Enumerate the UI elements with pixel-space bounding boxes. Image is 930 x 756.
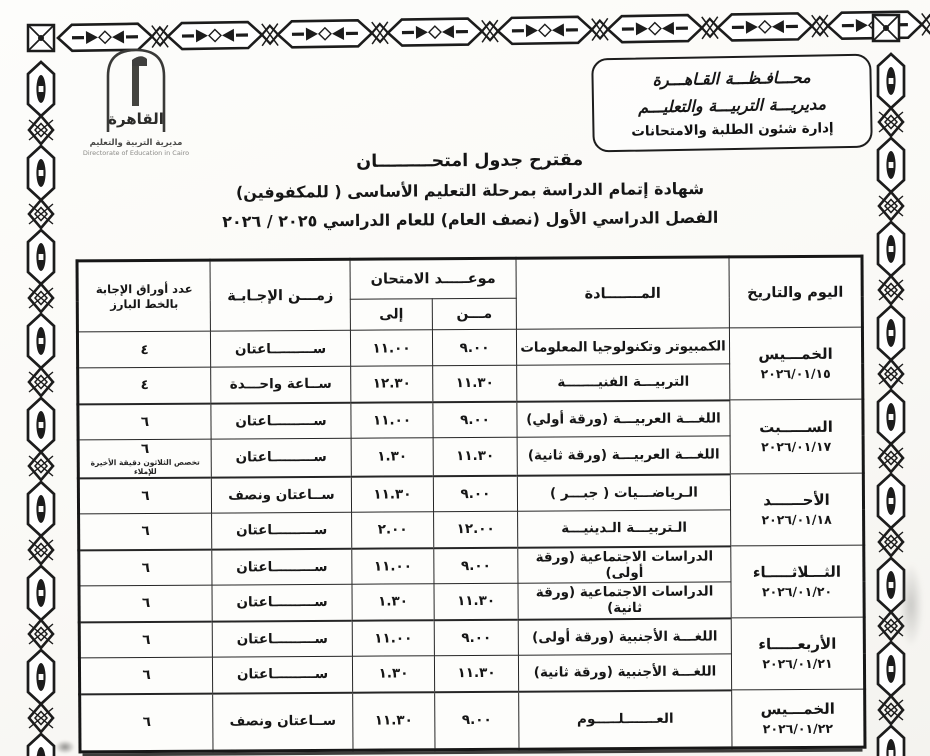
duration-cell: ســـــــــاعتان [212, 512, 352, 549]
letterhead-directorate: مديريـــة التربيـــة والتعليـــم [637, 94, 827, 117]
time-to-cell: ١١.٠٠ [350, 330, 432, 367]
day-name: الأحــــــد [763, 490, 830, 510]
col-header-from: مـــن [432, 298, 516, 330]
scan-smudge [894, 545, 928, 665]
document-title [160, 143, 781, 236]
logo-city-label: القاهرة [108, 110, 164, 128]
duration-cell: ســـــــــاعتان [212, 656, 352, 693]
subject-cell: الدراسات الاجتماعية (ورقة أولى) [518, 546, 731, 583]
time-from-cell: ٩.٠٠ [435, 691, 519, 750]
day-date: ٢٠٢٦/٠١/٢٠ [761, 583, 833, 600]
time-from-cell: ٩.٠٠ [432, 329, 516, 366]
day-date: ٢٠٢٦/٠١/١٧ [761, 438, 832, 455]
time-to-cell: ١.٣٠ [352, 656, 434, 693]
subject-cell: الـتربيـــة الـدينيـــة [518, 510, 731, 547]
letterhead-box [591, 54, 873, 153]
time-from-cell: ٩.٠٠ [434, 547, 518, 584]
day-date: ٢٠٢٦/٠١/١٨ [761, 511, 832, 528]
duration-cell: ســـــــــاعتان [212, 548, 352, 585]
col-header-subject: المـــــــادة [516, 257, 729, 329]
scan-smudge [52, 738, 78, 756]
day-name: الخمـــيس [758, 344, 833, 364]
subject-cell: الكمبيوتر وتكنولوجيا المعلومات [516, 328, 729, 365]
title-line-3: الفصل الدراسي الأول (نصف العام) للعام الدراسي ٢٠٢٥ / ٢٠٢٦ [222, 207, 719, 232]
table-row [78, 473, 863, 514]
col-header-sheets-line2: بالخط البارز [110, 296, 179, 311]
logo-arch-icon [86, 40, 186, 138]
duration-cell: ســـــــــاعتان [212, 584, 352, 621]
col-header-to: إلى [350, 299, 432, 331]
time-to-cell: ١٢.٣٠ [351, 366, 433, 403]
subject-cell: اللغـــة الأجنبية (ورقة ثانية) [518, 654, 731, 691]
logo-caption-english: Directorate of Education in Cairo [82, 149, 190, 157]
day-date: ٢٠٢٦/٠١/١٥ [760, 365, 831, 382]
time-to-cell: ١١.٣٠ [351, 476, 433, 513]
duration-cell: ســـــــــاعتان [211, 402, 351, 439]
sheets-cell: ٦ [79, 549, 212, 586]
table-row [78, 399, 863, 440]
day-name: الأربعـــــاء [758, 634, 837, 654]
day-cell [730, 473, 863, 546]
col-header-duration: زمـــن الإجـابـة [210, 259, 350, 331]
duration-cell: ســـــــــاعتان [212, 620, 352, 657]
col-header-exam-time: موعـــــد الامتحان [350, 258, 516, 299]
sheets-cell [78, 439, 211, 478]
sheets-cell: ٦ [79, 513, 212, 550]
time-to-cell: ١١.٣٠ [353, 692, 435, 750]
sheets-cell: ٦ [78, 403, 211, 440]
time-from-cell: ٩.٠٠ [433, 401, 517, 438]
time-from-cell: ١١.٣٠ [433, 365, 517, 402]
sheets-cell: ٤ [78, 367, 211, 404]
time-from-cell: ١١.٣٠ [434, 655, 518, 692]
day-name: الثـــلاثـــــاء [752, 562, 842, 582]
subject-cell: اللغـــة العربيـــة (ورقة ثانية) [517, 436, 730, 475]
sheets-cell: ٤ [77, 331, 210, 368]
sheets-note: تخصص الثلاثون دقيقة الأخيرة للإملاء [90, 457, 200, 476]
table-row [79, 545, 864, 586]
letterhead-governorate: محـــافـظـــة القـاهـــرة [652, 67, 811, 90]
table-row [80, 689, 865, 752]
sheets-cell: ٦ [79, 585, 212, 622]
duration-cell: ســـــــــاعتان [210, 330, 350, 367]
duration-cell: ســاعة واحـــدة [211, 366, 351, 403]
col-header-sheets-line1: عدد أوراق الإجابة [95, 281, 193, 296]
time-to-cell: ١١.٠٠ [352, 548, 434, 585]
exam-table-container [75, 255, 866, 754]
exam-schedule-table [75, 255, 866, 754]
time-from-cell: ٩.٠٠ [433, 475, 517, 512]
subject-cell: اللغـــة الأجنبية (ورقة أولى) [518, 618, 731, 655]
table-row [79, 617, 864, 658]
time-to-cell: ٢.٠٠ [352, 512, 434, 549]
letterhead-department: إدارة شئون الطلبة والامتحانات [631, 120, 834, 140]
subject-cell: اللغـــة العربيـــة (ورقة أولي) [517, 400, 730, 437]
col-header-day-date: اليوم والتاريخ [729, 256, 862, 328]
subject-cell: العـــــــلـــــوم [519, 690, 732, 749]
time-to-cell: ١١.٠٠ [352, 620, 434, 657]
time-to-cell: ١.٣٠ [351, 438, 433, 477]
day-name: الخمـــيس [760, 699, 835, 718]
day-cell [730, 399, 863, 474]
subject-cell: التربيـــة الفنيـــــــة [517, 364, 730, 401]
day-cell [731, 617, 864, 690]
time-from-cell: ٩.٠٠ [434, 619, 518, 656]
day-cell [732, 689, 865, 748]
col-header-sheets [77, 260, 210, 332]
day-name: الســـــبت [759, 417, 833, 437]
time-from-cell: ١٢.٠٠ [434, 511, 518, 548]
table-row [77, 327, 862, 368]
time-to-cell: ١١.٠٠ [351, 402, 433, 439]
directorate-logo [60, 40, 212, 158]
day-date: ٢٠٢٦/٠١/٢٢ [762, 720, 833, 736]
subject-cell: الدراسات الاجتماعية (ورقة ثانية) [518, 582, 731, 619]
duration-cell: ســـــــــاعتان [211, 438, 351, 477]
time-to-cell: ١.٣٠ [352, 584, 434, 621]
title-line-2: شهادة إتمام الدراسة بمرحلة التعليم الأساسى ( للمكفوفين) [235, 178, 705, 203]
table-header-row [77, 256, 862, 301]
sheets-count: ٦ [140, 440, 150, 457]
day-date: ٢٠٢٦/٠١/٢١ [762, 655, 833, 672]
time-from-cell: ١١.٣٠ [433, 437, 517, 476]
subject-cell: الـرياضـــيات ( جبـــر ) [517, 474, 730, 511]
duration-cell: ســاعتان ونصف [211, 476, 351, 513]
day-cell [729, 327, 862, 400]
title-line-1: مقترح جدول امتحـــــــــان [356, 150, 584, 172]
day-cell [731, 545, 864, 618]
time-from-cell: ١١.٣٠ [434, 583, 518, 620]
sheets-cell: ٦ [80, 693, 213, 752]
sheets-cell: ٦ [78, 477, 211, 514]
sheets-cell: ٦ [79, 621, 212, 658]
logo-caption-arabic: مديرية التربية والتعليم [89, 138, 183, 148]
duration-cell: ســاعتان ونصف [213, 692, 353, 751]
sheets-cell: ٦ [79, 657, 212, 694]
